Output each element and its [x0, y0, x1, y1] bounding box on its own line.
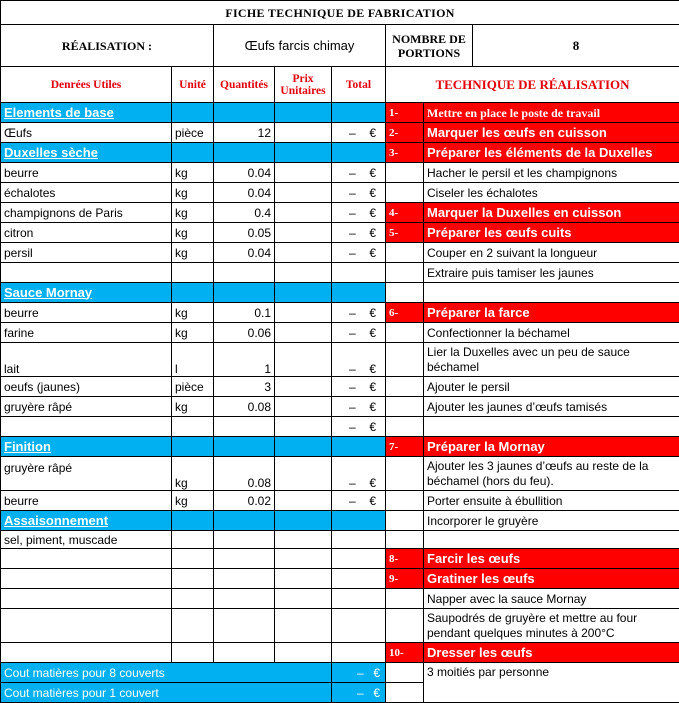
- step-title: Farcir les œufs: [424, 549, 679, 569]
- step-detail: Ajouter les 3 jaunes d’œufs au reste de la béchamel (hors du feu).: [424, 457, 679, 491]
- ingredient-name[interactable]: citron: [1, 223, 172, 243]
- step-title: Gratiner les œufs: [424, 569, 679, 589]
- step-detail: Incorporer le gruyère: [424, 511, 679, 531]
- header-unite: Unité: [172, 67, 214, 103]
- ingredient-total: – €: [332, 223, 386, 243]
- ingredient-qty[interactable]: 0.06: [214, 323, 275, 343]
- section-mornay: Sauce Mornay: [1, 283, 172, 303]
- table-row: [1, 123, 679, 143]
- step-number: 6-: [386, 303, 424, 323]
- ingredient-price[interactable]: [275, 223, 332, 243]
- ingredient-price[interactable]: [275, 243, 332, 263]
- ingredient-total: – €: [332, 163, 386, 183]
- ingredient-unit[interactable]: kg: [172, 163, 214, 183]
- realisation-label: RÉALISATION :: [1, 25, 214, 67]
- ingredient-price[interactable]: [275, 163, 332, 183]
- step-detail: Hacher le persil et les champignons: [424, 163, 679, 183]
- ingredient-price[interactable]: [275, 203, 332, 223]
- step-title: Mettre en place le poste de travail: [424, 103, 679, 123]
- ingredient-name[interactable]: gruyère râpé: [1, 397, 172, 417]
- cost-1-cover-label: Cout matières pour 1 couvert: [1, 683, 332, 703]
- ingredient-unit[interactable]: kg: [172, 303, 214, 323]
- step-number: 7-: [386, 437, 424, 457]
- step-detail: Ajouter le persil: [424, 377, 679, 397]
- cost-8-covers-label: Cout matières pour 8 couverts: [1, 663, 332, 683]
- ingredient-price[interactable]: [275, 123, 332, 143]
- step-number: 4-: [386, 203, 424, 223]
- step-detail: 3 moitiés par personne: [424, 663, 679, 703]
- ingredient-qty[interactable]: 0.08: [214, 457, 275, 491]
- ingredient-unit[interactable]: kg: [172, 223, 214, 243]
- ingredient-price[interactable]: [275, 323, 332, 343]
- ingredient-price[interactable]: [275, 377, 332, 397]
- ingredient-price[interactable]: [275, 457, 332, 491]
- ingredient-qty[interactable]: 0.04: [214, 183, 275, 203]
- step-title: Préparer la Mornay: [424, 437, 679, 457]
- ingredient-total: – €: [332, 417, 386, 437]
- ingredient-qty[interactable]: 3: [214, 377, 275, 397]
- table-row: [1, 343, 679, 377]
- step-number: 8-: [386, 549, 424, 569]
- ingredient-price[interactable]: [275, 491, 332, 511]
- ingredient-name[interactable]: gruyère râpé: [1, 457, 172, 491]
- ingredient-qty[interactable]: 0.08: [214, 397, 275, 417]
- ingredient-unit[interactable]: kg: [172, 397, 214, 417]
- step-detail: Ajouter les jaunes d’œufs tamisés: [424, 397, 679, 417]
- step-detail: Extraire puis tamiser les jaunes: [424, 263, 679, 283]
- header-total: Total: [332, 67, 386, 103]
- step-detail: Lier la Duxelles avec un peu de sauce béchamel: [424, 343, 679, 377]
- ingredient-total: – €: [332, 491, 386, 511]
- header-quantites: Quantités: [214, 67, 275, 103]
- ingredient-price[interactable]: [275, 397, 332, 417]
- table-row: [1, 531, 679, 549]
- ingredient-qty[interactable]: 0.04: [214, 163, 275, 183]
- ingredient-qty[interactable]: 1: [214, 343, 275, 377]
- ingredient-total: – €: [332, 397, 386, 417]
- cost-8-covers-total: – €: [332, 663, 386, 683]
- section-base: Elements de base: [1, 103, 172, 123]
- step-number: 3-: [386, 143, 424, 163]
- step-detail: Ciseler les échalotes: [424, 183, 679, 203]
- dish-name[interactable]: Œufs farcis chimay: [214, 25, 386, 67]
- ingredient-unit[interactable]: kg: [172, 457, 214, 491]
- ingredient-total: – €: [332, 303, 386, 323]
- ingredient-total: – €: [332, 457, 386, 491]
- ingredient-qty[interactable]: 0.1: [214, 303, 275, 323]
- step-title: Dresser les œufs: [424, 643, 679, 663]
- ingredient-qty[interactable]: 0.05: [214, 223, 275, 243]
- ingredient-unit[interactable]: kg: [172, 243, 214, 263]
- table-row: [1, 243, 679, 263]
- ingredient-qty[interactable]: 0.04: [214, 243, 275, 263]
- ingredient-name[interactable]: lait: [1, 343, 172, 377]
- ingredient-name[interactable]: persil: [1, 243, 172, 263]
- ingredient-total: – €: [332, 323, 386, 343]
- step-title: Préparer les œufs cuits: [424, 223, 679, 243]
- ingredient-unit[interactable]: kg: [172, 491, 214, 511]
- ingredient-price[interactable]: [275, 343, 332, 377]
- ingredient-name[interactable]: Œufs: [1, 123, 172, 143]
- ingredient-price[interactable]: [275, 303, 332, 323]
- ingredient-unit[interactable]: kg: [172, 323, 214, 343]
- step-detail: Napper avec la sauce Mornay: [424, 589, 679, 609]
- ingredient-name[interactable]: oeufs (jaunes): [1, 377, 172, 397]
- ingredient-name[interactable]: beurre: [1, 163, 172, 183]
- table-row: [1, 163, 679, 183]
- seasoning-name[interactable]: sel, piment, muscade: [1, 531, 172, 549]
- ingredient-unit[interactable]: kg: [172, 203, 214, 223]
- ingredient-unit[interactable]: pièce: [172, 123, 214, 143]
- table-row: [1, 457, 679, 491]
- ingredient-qty[interactable]: 0.4: [214, 203, 275, 223]
- table-row: [1, 323, 679, 343]
- header-prix: Prix Unitaires: [275, 67, 332, 103]
- portions-label: NOMBRE DE PORTIONS: [386, 25, 473, 66]
- ingredient-name[interactable]: beurre: [1, 491, 172, 511]
- ingredient-unit[interactable]: l: [172, 343, 214, 377]
- step-number: 10-: [386, 643, 424, 663]
- step-detail: Porter ensuite à ébullition: [424, 491, 679, 511]
- table-row: [1, 397, 679, 417]
- section-finition: Finition: [1, 437, 172, 457]
- table-row: [1, 303, 679, 323]
- ingredient-total: – €: [332, 243, 386, 263]
- ingredient-unit[interactable]: pièce: [172, 377, 214, 397]
- step-detail: Couper en 2 suivant la longueur: [424, 243, 679, 263]
- step-number: 9-: [386, 569, 424, 589]
- step-number: 5-: [386, 223, 424, 243]
- ingredient-name[interactable]: farine: [1, 323, 172, 343]
- step-detail: Confectionner la béchamel: [424, 323, 679, 343]
- ingredient-qty[interactable]: 12: [214, 123, 275, 143]
- table-row: [1, 491, 679, 511]
- step-number: 1-: [386, 103, 424, 123]
- ingredient-total: – €: [332, 203, 386, 223]
- table-row: [1, 377, 679, 397]
- header-denrees: Denrées Utiles: [1, 67, 172, 103]
- table-row: [1, 223, 679, 243]
- step-title: Préparer les éléments de la Duxelles: [424, 143, 679, 163]
- ingredient-unit[interactable]: kg: [172, 183, 214, 203]
- ingredient-name[interactable]: champignons de Paris: [1, 203, 172, 223]
- header-technique: TECHNIQUE DE RÉALISATION: [386, 67, 679, 103]
- step-title: Préparer la farce: [424, 303, 679, 323]
- step-title: Marquer la Duxelles en cuisson: [424, 203, 679, 223]
- table-row: [1, 183, 679, 203]
- ingredient-qty[interactable]: 0.02: [214, 491, 275, 511]
- step-title: Marquer les œufs en cuisson: [424, 123, 679, 143]
- ingredient-total: – €: [332, 343, 386, 377]
- step-detail: Saupodrés de gruyère et mettre au four pendant quelques minutes à 200°C: [424, 609, 679, 643]
- table-row: [1, 203, 679, 223]
- section-assaisonnement: Assaisonnement: [1, 511, 172, 531]
- portions-value[interactable]: 8: [473, 25, 679, 66]
- ingredient-total: – €: [332, 123, 386, 143]
- ingredient-name[interactable]: beurre: [1, 303, 172, 323]
- ingredient-total: – €: [332, 183, 386, 203]
- ingredient-name[interactable]: échalotes: [1, 183, 172, 203]
- step-number: 2-: [386, 123, 424, 143]
- section-duxelles: Duxelles sèche: [1, 143, 172, 163]
- ingredient-price[interactable]: [275, 183, 332, 203]
- sheet-title: FICHE TECHNIQUE DE FABRICATION: [1, 1, 679, 25]
- ingredient-total: – €: [332, 377, 386, 397]
- cost-1-cover-total: – €: [332, 683, 386, 703]
